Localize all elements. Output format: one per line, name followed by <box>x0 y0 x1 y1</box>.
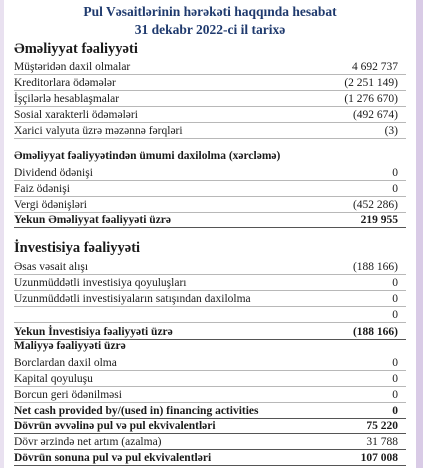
row-value: 219 955 <box>360 214 398 226</box>
table-row <box>14 108 406 123</box>
statement-date: 31 dekabr 2022-ci il tarixə <box>134 22 286 37</box>
row-value: (452 286) <box>352 199 398 211</box>
row-value: 0 <box>392 389 398 401</box>
row-label: Uzunmüddətli investisiyaların satışından daxilolma <box>14 293 251 305</box>
net-change-row <box>14 435 406 450</box>
investing-heading: İnvestisiya fəaliyyəti <box>14 240 141 256</box>
row-value: (188 166) <box>352 326 398 338</box>
end-cash-row <box>14 451 406 466</box>
begin-cash-row <box>14 419 406 434</box>
row-label: Dövrün əvvəlinə pul və pul ekvivalentləri <box>14 420 216 432</box>
table-row <box>14 356 406 371</box>
row-label: Kreditorlara ödəmələr <box>14 77 116 89</box>
row-label: Müştəridən daxil olmalar <box>14 61 131 73</box>
row-value: 0 <box>392 183 398 195</box>
table-row <box>14 166 406 181</box>
table-row <box>14 92 406 107</box>
row-label: Net cash provided by/(used in) financing activities <box>14 405 259 417</box>
row-label: Dövr ərzində net artım (azalma) <box>14 436 162 448</box>
row-value: (492 674) <box>352 109 398 121</box>
row-label: Dividend ödənişi <box>14 167 93 179</box>
investing-total-row <box>14 325 406 340</box>
row-value: 31 788 <box>366 436 398 448</box>
row-label: İşçilərlə hesablaşmalar <box>14 93 120 105</box>
table-row <box>14 60 406 75</box>
row-value: (3) <box>384 125 398 137</box>
operating-total-row <box>14 213 406 228</box>
table-row <box>14 388 406 403</box>
row-value: (1 276 670) <box>344 93 398 105</box>
table-row <box>14 260 406 275</box>
row-value: 0 <box>392 405 398 417</box>
row-value: 0 <box>392 357 398 369</box>
table-row <box>14 372 406 387</box>
table-row <box>14 292 406 307</box>
table-row <box>14 182 406 197</box>
row-value: 107 008 <box>360 452 398 464</box>
table-row <box>14 124 406 139</box>
table-row <box>14 308 406 323</box>
gross-heading: Əməliyyat fəaliyyətindən ümumi daxilolma (xərcləmə) <box>14 150 281 162</box>
row-label: Vergi ödənişləri <box>14 199 87 211</box>
table-row <box>14 276 406 291</box>
financing-heading: Maliyyə fəaliyyəti üzrə <box>14 340 126 352</box>
row-value: 0 <box>392 277 398 289</box>
row-label: Əsas vəsait alışı <box>14 261 89 273</box>
row-label: Faiz ödənişi <box>14 183 70 195</box>
row-value: 4 692 737 <box>352 61 398 73</box>
table-row <box>14 198 406 213</box>
side-strip <box>416 0 423 468</box>
financing-net-row <box>14 404 406 419</box>
row-value: 0 <box>392 373 398 385</box>
row-value: 0 <box>392 293 398 305</box>
statement-title: Pul Vəsaitlərinin hərəkəti haqqında hesabat <box>83 4 337 19</box>
row-label: Uzunmüddətli investisiya qoyuluşları <box>14 277 187 289</box>
row-label: Borclardan daxil olma <box>14 357 117 369</box>
row-label: Borcun geri ödənilməsi <box>14 389 122 401</box>
row-label: Yekun İnvestisiya fəaliyyəti üzrə <box>14 326 173 338</box>
cash-flow-statement <box>4 0 416 468</box>
row-value: 0 <box>392 167 398 179</box>
row-label: Xarici valyuta üzrə məzənnə fərqləri <box>14 125 183 137</box>
row-value: (2 251 149) <box>344 77 398 89</box>
row-label: Sosial xarakterli ödəmələri <box>14 109 138 121</box>
row-label: Yekun Əməliyyat fəaliyyəti üzrə <box>14 214 172 226</box>
row-label: Kapital qoyuluşu <box>14 373 93 385</box>
row-value: 75 220 <box>366 420 398 432</box>
row-value: (188 166) <box>352 261 398 273</box>
row-label: Dövrün sonuna pul və pul ekvivalentləri <box>14 452 212 464</box>
operating-heading: Əməliyyat fəaliyyəti <box>14 41 138 57</box>
table-row <box>14 76 406 91</box>
row-value: 0 <box>392 309 398 321</box>
